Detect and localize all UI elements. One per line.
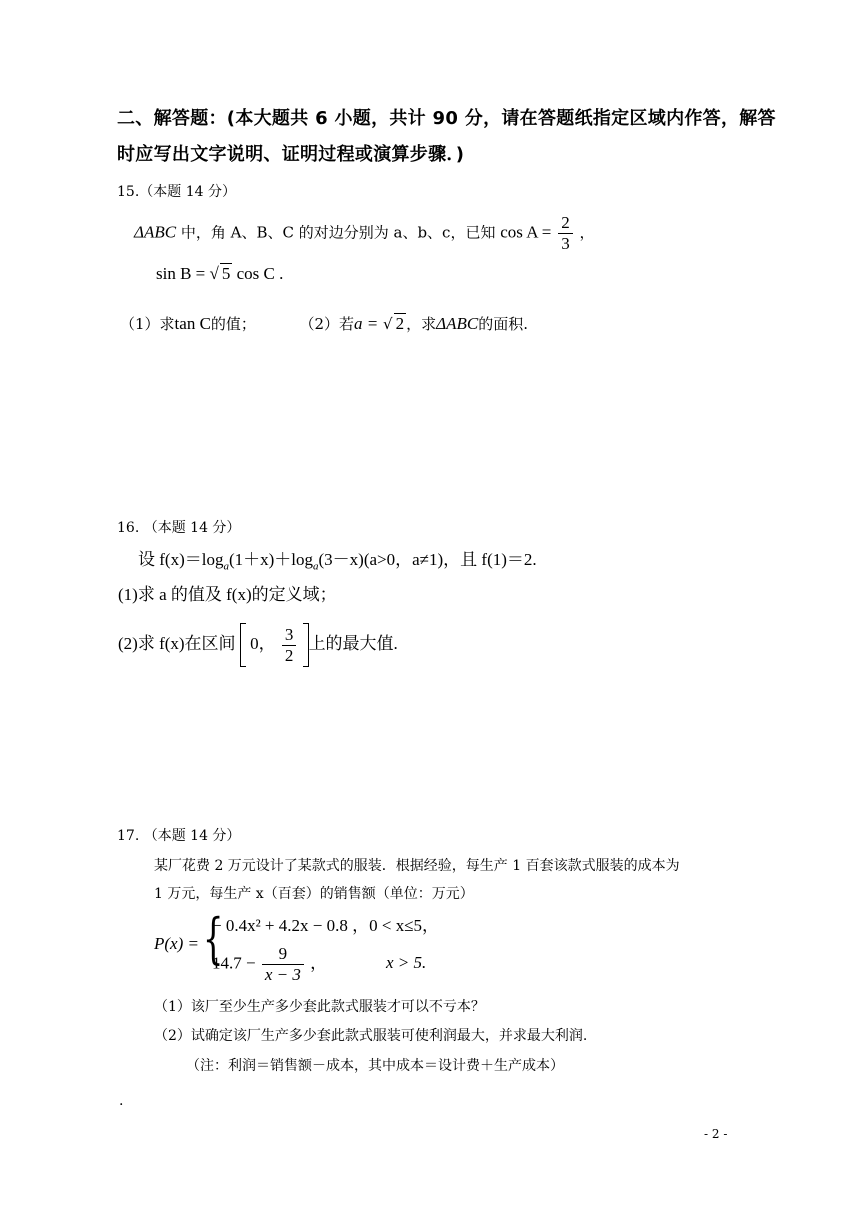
q17-case2-den: x − 3: [264, 965, 301, 984]
q16-line3: [118, 623, 398, 667]
q17-case2-num: 9: [262, 944, 304, 965]
q15-p2-radicand: 2: [395, 314, 405, 333]
q17-line1: 某厂花费 2 万元设计了某款式的服装．根据经验，每生产 1 百套该款式服装的成本为: [154, 858, 680, 874]
q15-radicand: 5: [221, 264, 231, 283]
q15-fraction: [558, 213, 573, 254]
q17-case2-fraction: [262, 944, 304, 985]
q16-line3-a: (2)求 f(x)在区间: [118, 633, 236, 653]
q16-line1-sub2: a: [313, 560, 319, 573]
q15-p1-label: （1）求: [120, 315, 175, 333]
q16-header: 16. （本题 14 分）: [117, 520, 241, 536]
q17-case2: [212, 944, 327, 985]
q15-sinb: sin B =: [156, 264, 206, 283]
footer-dot: .: [119, 1093, 124, 1109]
q16-line2: (1)求 a 的值及 f(x)的定义域；: [118, 585, 337, 604]
q15-p1-end: 的值；: [210, 315, 256, 333]
q16-interval-zero: 0，: [250, 633, 276, 653]
q17-px: P(x) =: [154, 934, 199, 953]
q15-p2-mid: ，求: [406, 315, 437, 333]
q15-p2-label: （2）若: [299, 315, 355, 333]
q15-p2-end: 的面积.: [478, 315, 528, 333]
q15-fraction-den: 3: [561, 234, 570, 253]
q16-fraction-den: 2: [284, 645, 294, 665]
q15-header: 15.（本题 14 分）: [117, 184, 236, 200]
interval-left-bracket: [240, 623, 246, 667]
q15-p1-expr: tan C: [174, 314, 211, 333]
q15-line1: [134, 213, 594, 254]
q16-line1-pre: 设 f(x)＝log: [138, 550, 224, 569]
q15-p2-triangle: ΔABC: [436, 314, 479, 333]
q17-case1: − 0.4x² + 4.2x − 0.8 ，0 < x≤5，: [212, 916, 440, 935]
q15-p2-expr: a =: [354, 314, 379, 333]
q17-part2: （2）试确定该厂生产多少套此款式服装可使利润最大，并求最大利润.: [154, 1028, 588, 1044]
q15-parts: （1）求tan C的值； （2）若a = √ 2 ，求ΔABC的面积.: [120, 314, 528, 333]
q15-line2: sin B = √ 5 cos C .: [156, 264, 284, 283]
q15-line1-end: ，: [579, 223, 595, 242]
q16-line3-b: 上的最大值.: [308, 633, 398, 653]
q17-note: （注：利润＝销售额－成本，其中成本＝设计费＋生产成本）: [186, 1058, 564, 1074]
q17-part1: （1）该厂至少生产多少套此款式服装才可以不亏本？: [154, 999, 485, 1015]
q15-triangle: ΔABC: [134, 222, 177, 242]
q17-case2-cond: x > 5.: [386, 953, 427, 972]
section-title-line1: 二、解答题：(本大题共 6 小题，共计 90 分，请在答题纸指定区域内作答，解答: [117, 108, 776, 129]
section-title-line2: 时应写出文字说明、证明过程或演算步骤．): [117, 144, 465, 165]
q16-fraction-num: 3: [282, 625, 297, 646]
q16-interval-fraction: [282, 625, 297, 666]
q17-line2: 1 万元，每生产 x（百套）的销售额（单位：万元）: [154, 886, 474, 902]
q16-line1-post: (3－x)(a>0，a≠1)，且 f(1)＝2.: [318, 550, 537, 569]
q15-fraction-num: 2: [558, 213, 573, 234]
q16-line1-mid: (1＋x)＋log: [228, 550, 314, 569]
q15-cos-a: cos A =: [500, 222, 552, 242]
q15-cosc: cos C .: [236, 264, 284, 283]
q17-header: 17. （本题 14 分）: [117, 828, 241, 844]
q16-line1-sub1: a: [223, 560, 229, 573]
q17-case2-a: 14.7 −: [212, 953, 256, 973]
page-number: - 2 -: [704, 1127, 728, 1141]
q15-line1-text: 中，角 A、B、C 的对边分别为 a、b、c，已知: [180, 223, 496, 242]
q16-line1: [138, 545, 537, 572]
q17-case2-b: ，: [310, 953, 328, 973]
piecewise-brace: {: [202, 907, 224, 970]
